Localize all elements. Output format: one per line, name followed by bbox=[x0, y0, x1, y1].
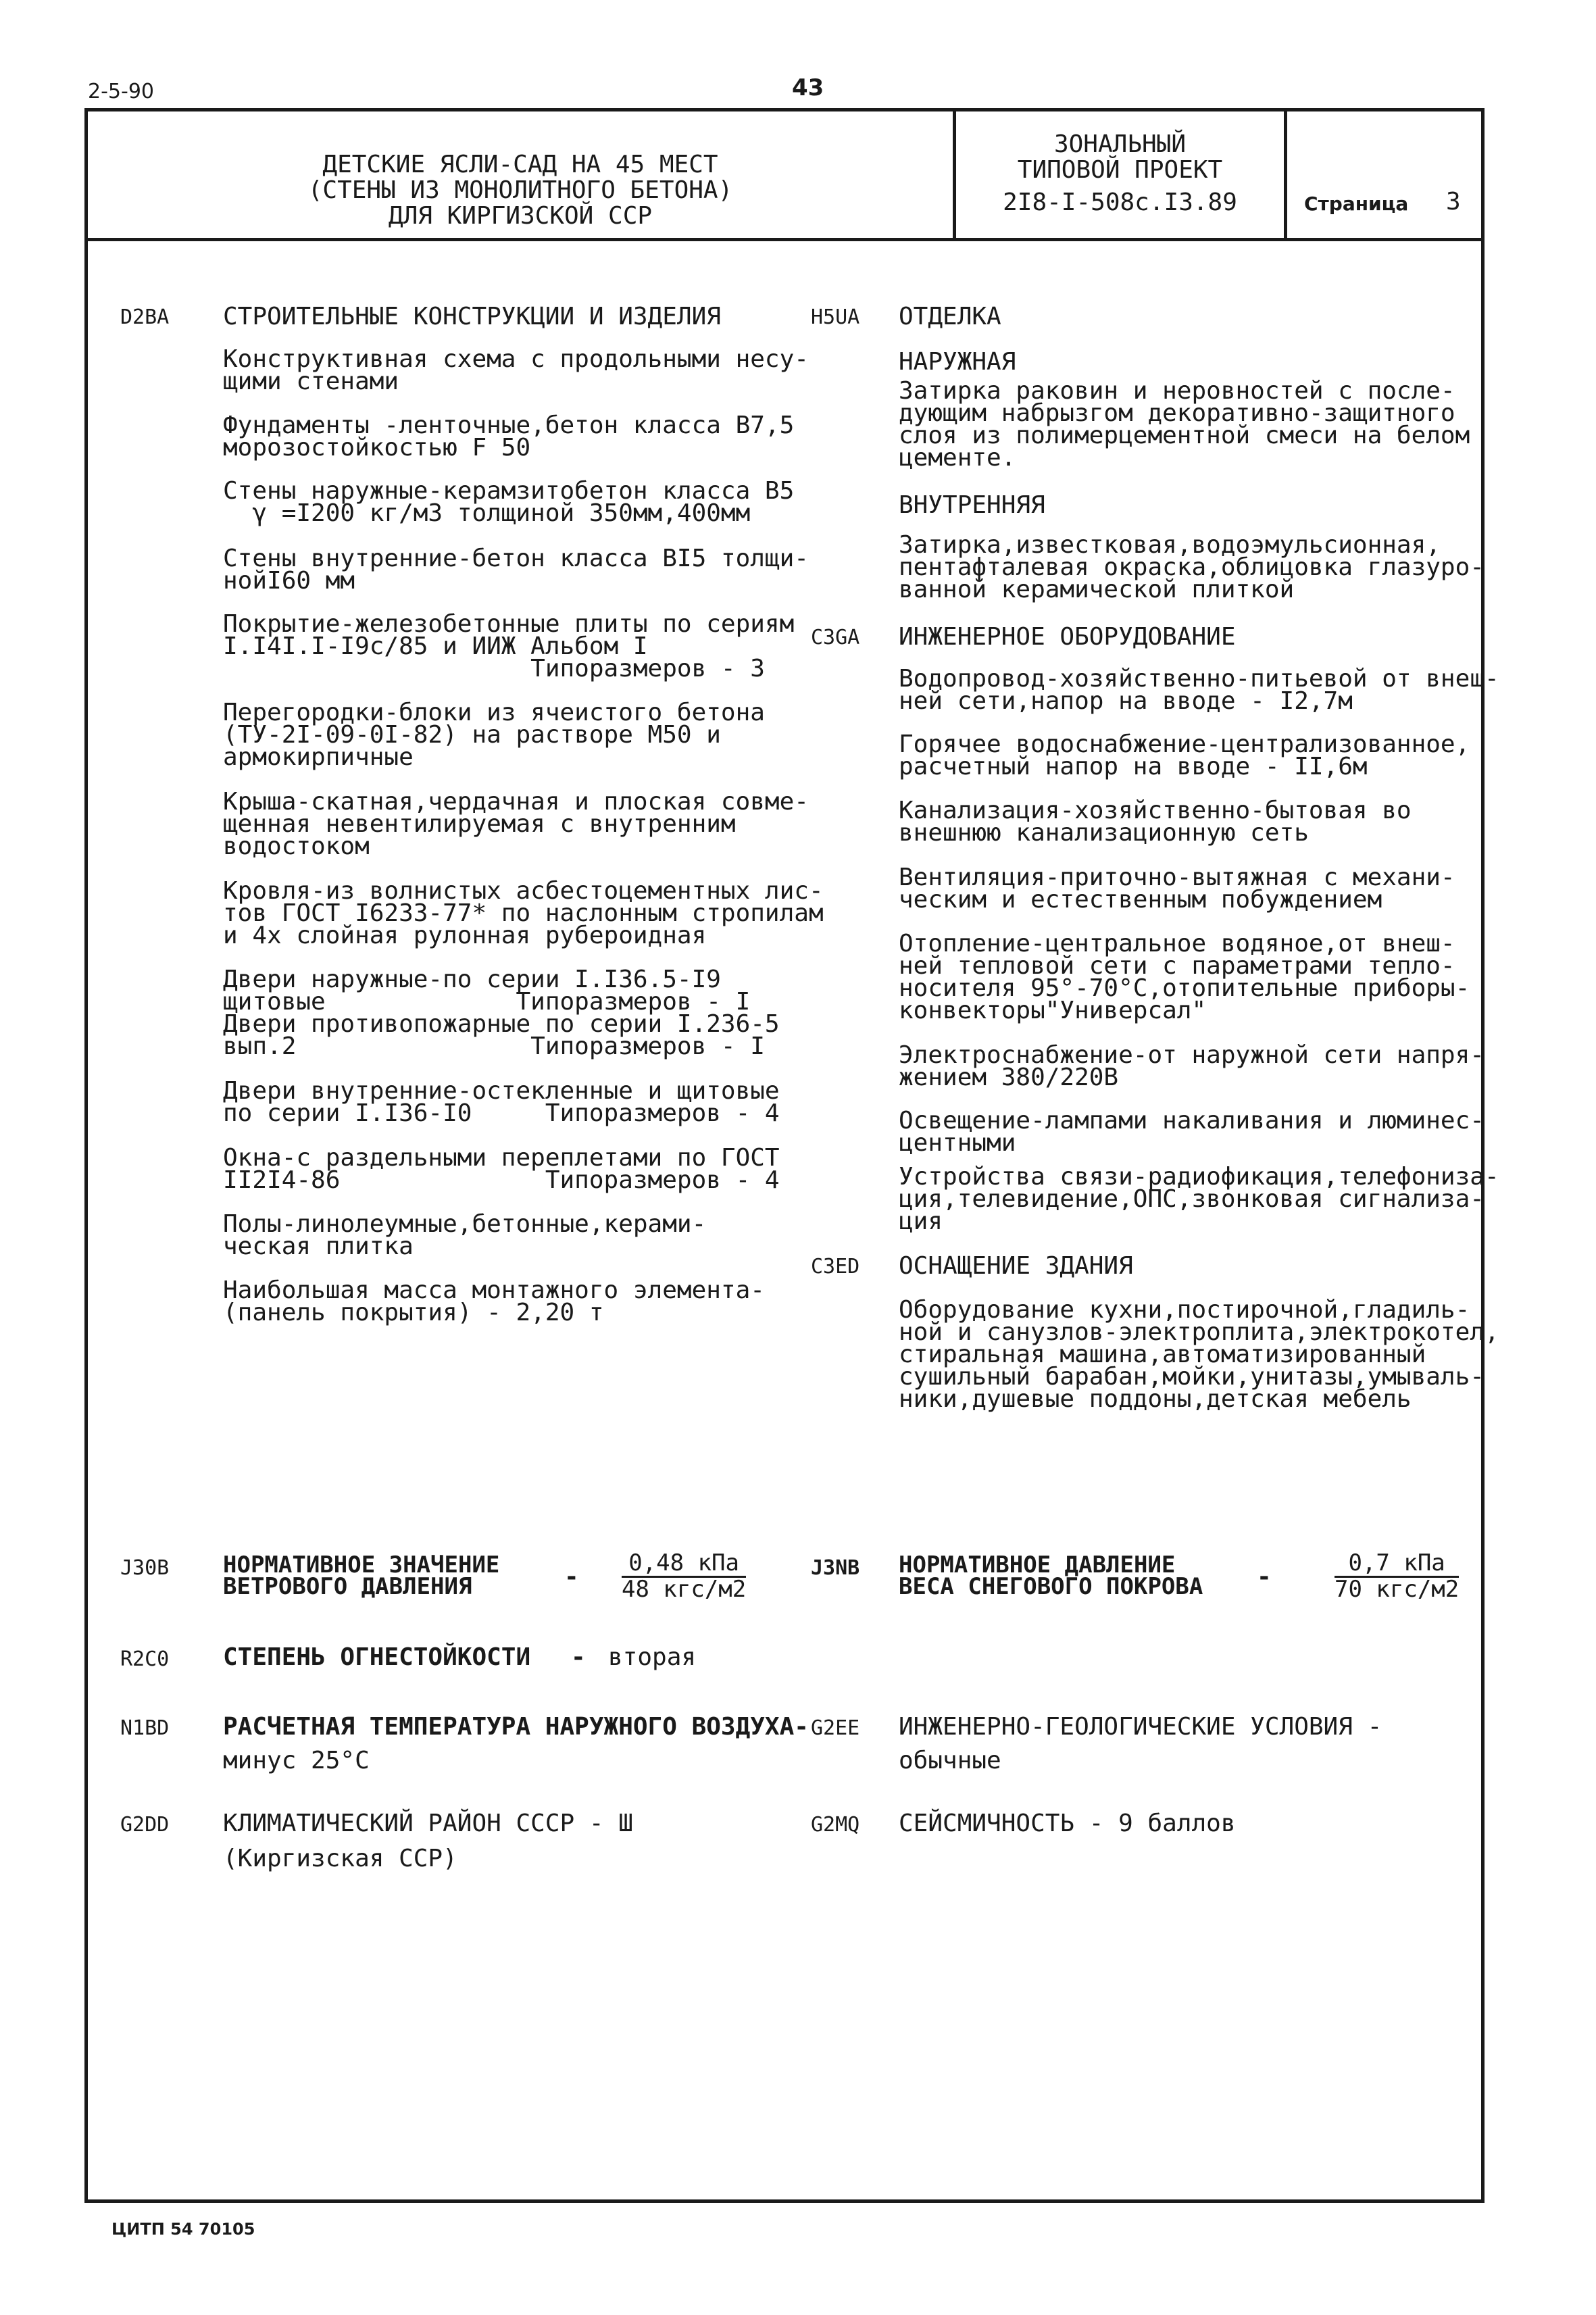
spec-item: Отопление-центральное водяное,от внеш- ней тепловой сети с параметрами тепло- носителя 95°-70°С,отопительные приборы- конвекторы"Универсал" bbox=[899, 930, 1470, 1024]
spec-item: Перегородки-блоки из ячеистого бетона (ТУ-2I-09-0I-82) на растворе М50 и армокирпичные bbox=[223, 699, 765, 771]
spec-item: Окна-с раздельными переплетами по ГОСТ II2I4-86 Типоразмеров - 4 bbox=[223, 1144, 780, 1194]
spec-item: Оборудование кухни,постирочной,гладиль- ной и санузлов-электроплита,электрокотел, стиральная машина,автоматизированный сушильный барабан,мойки,унитазы,умываль- ники,душевые поддоны,детская мебель bbox=[899, 1296, 1499, 1413]
climate-region-label: КЛИМАТИЧЕСКИЙ РАЙОН СССР - Ш bbox=[223, 1810, 633, 1837]
subsection-heading: НАРУЖНАЯ bbox=[899, 348, 1016, 376]
spec-item: Крыша-скатная,чердачная и плоская совме- щенная невентилируемая с внутренним водостоком bbox=[223, 788, 809, 860]
fire-resistance-value: вторая bbox=[608, 1643, 697, 1671]
param-code: J30B bbox=[120, 1556, 170, 1580]
param-code: N1BD bbox=[120, 1716, 170, 1740]
project-type-line: 2I8-I-508с.I3.89 bbox=[1003, 189, 1237, 216]
design-temperature-value: минус 25°С bbox=[223, 1747, 370, 1774]
spec-item: Стены внутренние-бетон класса ВI5 толщи- нойI60 мм bbox=[223, 545, 809, 595]
spec-item: Двери наружные-по серии I.I36.5-I9 щитовые Типоразмеров - I Двери противопожарные по серии I.236-5 вып.2 Типоразмеров - I bbox=[223, 966, 780, 1060]
geology-value: обычные bbox=[899, 1747, 1001, 1774]
section-heading: ОТДЕЛКА bbox=[899, 303, 1001, 330]
header-separator-2 bbox=[1284, 108, 1287, 240]
snow-load-label bbox=[899, 1551, 1203, 1600]
project-title-line: ДЕТСКИЕ ЯСЛИ-САД НА 45 МЕСТ bbox=[322, 151, 718, 178]
climate-region-value: (Киргизская ССР) bbox=[223, 1845, 457, 1872]
snow-dash: - bbox=[1257, 1563, 1272, 1591]
param-code: G2EE bbox=[811, 1716, 860, 1740]
spec-item: Двери внутренние-остекленные и щитовые по серии I.I36-I0 Типоразмеров - 4 bbox=[223, 1077, 780, 1127]
spec-item: Полы-линолеумные,бетонные,керами- ческая плитка bbox=[223, 1210, 707, 1260]
spec-item: Затирка раковин и неровностей с после- дующим набрызгом декоративно-защитного слоя из полимерцементной смеси на белом цементе. bbox=[899, 377, 1470, 472]
page-label: Страница bbox=[1304, 193, 1409, 215]
section-heading: СТРОИТЕЛЬНЫЕ КОНСТРУКЦИИ И ИЗДЕЛИЯ bbox=[223, 303, 721, 330]
design-temperature-label: РАСЧЕТНАЯ ТЕМПЕРАТУРА НАРУЖНОГО ВОЗДУХА- bbox=[223, 1713, 809, 1741]
fire-dash: - bbox=[571, 1643, 586, 1671]
seismicity-label: СЕЙСМИЧНОСТЬ - 9 баллов bbox=[899, 1810, 1236, 1837]
wind-value-line: 0,48 кПа bbox=[622, 1551, 746, 1578]
project-title-line: (СТЕНЫ ИЗ МОНОЛИТНОГО БЕТОНА) bbox=[307, 176, 733, 204]
section-code: D2BA bbox=[120, 305, 170, 329]
geology-label: ИНЖЕНЕРНО-ГЕОЛОГИЧЕСКИЕ УСЛОВИЯ - bbox=[899, 1713, 1382, 1741]
spec-item: Затирка,известковая,водоэмульсионная, пентафталевая окраска,облицовка глазуро- ванной керамической плиткой bbox=[899, 531, 1485, 603]
project-type-line: ТИПОВОЙ ПРОЕКТ bbox=[1017, 156, 1223, 184]
spec-item: Водопровод-хозяйственно-питьевой от внеш- ней сети,напор на вводе - I2,7м bbox=[899, 665, 1499, 715]
section-heading: ИНЖЕНЕРНОЕ ОБОРУДОВАНИЕ bbox=[899, 623, 1236, 651]
spec-item: Стены наружные-керамзитобетон класса В5 γ =I200 кг/м3 толщиной 350мм,400мм bbox=[223, 477, 795, 527]
wind-pressure-label bbox=[223, 1551, 500, 1600]
snow-load-label-line: ВЕСА СНЕГОВОГО ПОКРОВА bbox=[899, 1573, 1203, 1600]
spec-item: Кровля-из волнистых асбестоцементных лис- тов ГОСТ I6233-77* по наслонным стропилам и 4х слойная рулонная рубероидная bbox=[223, 877, 824, 949]
param-code: J3NB bbox=[811, 1556, 860, 1580]
document-code: 2-5-90 bbox=[88, 80, 154, 103]
print-stamp: ЦИТП 54 70105 bbox=[111, 2220, 255, 2239]
spec-item: Покрытие-железобетонные плиты по сериям I.I4I.I-I9с/85 и ИИЖ Альбом I Типоразмеров - 3 bbox=[223, 610, 795, 682]
spec-item: Горячее водоснабжение-централизованное, расчетный напор на вводе - II,6м bbox=[899, 730, 1470, 780]
fire-resistance-label: СТЕПЕНЬ ОГНЕСТОЙКОСТИ bbox=[223, 1643, 531, 1671]
page-value: 3 bbox=[1446, 188, 1461, 216]
section-heading: ОСНАЩЕНИЕ ЗДАНИЯ bbox=[899, 1252, 1133, 1280]
wind-pressure-label-line: НОРМАТИВНОЕ ЗНАЧЕНИЕ bbox=[223, 1551, 500, 1578]
spec-item: Устройства связи-радиофикация,телефониза- ция,телевидение,ОПС,звонковая сигнализа- ция bbox=[899, 1163, 1499, 1235]
project-title bbox=[88, 152, 953, 229]
section-code: C3GA bbox=[811, 626, 860, 649]
spec-item: Наибольшая масса монтажного элемента- (панель покрытия) - 2,20 т bbox=[223, 1276, 765, 1326]
header-divider bbox=[84, 238, 1485, 241]
param-code: R2C0 bbox=[120, 1647, 170, 1671]
snow-value-line: 70 кгс/м2 bbox=[1335, 1576, 1460, 1603]
spec-item: Фундаменты -ленточные,бетон класса В7,5 морозостойкостью F 50 bbox=[223, 412, 795, 462]
sheet-number: 43 bbox=[792, 74, 824, 101]
snow-load-value bbox=[1335, 1551, 1459, 1601]
wind-pressure-label-line: ВЕТРОВОГО ДАВЛЕНИЯ bbox=[223, 1573, 472, 1600]
section-code: C3ED bbox=[811, 1255, 860, 1278]
param-code: G2MQ bbox=[811, 1813, 860, 1837]
wind-pressure-value bbox=[622, 1551, 746, 1601]
wind-value-line: 48 кгс/м2 bbox=[622, 1576, 747, 1603]
spec-item: Конструктивная схема с продольными несу- щими стенами bbox=[223, 345, 809, 395]
section-code: H5UA bbox=[811, 305, 860, 329]
project-title-line: ДЛЯ КИРГИЗСКОЙ ССР bbox=[388, 202, 653, 230]
project-type bbox=[956, 132, 1284, 216]
snow-value-line: 0,7 кПа bbox=[1335, 1551, 1459, 1578]
spec-item: Канализация-хозяйственно-бытовая во внешнюю канализационную сеть bbox=[899, 797, 1412, 847]
snow-load-label-line: НОРМАТИВНОЕ ДАВЛЕНИЕ bbox=[899, 1551, 1176, 1578]
project-type-line: ЗОНАЛЬНЫЙ bbox=[1053, 130, 1187, 158]
spec-item: Электроснабжение-от наружной сети напря- жением 380/220В bbox=[899, 1041, 1485, 1091]
spec-item: Вентиляция-приточно-вытяжная с механи- ческим и естественным побуждением bbox=[899, 864, 1455, 914]
wind-dash: - bbox=[564, 1563, 579, 1591]
subsection-heading: ВНУТРЕННЯЯ bbox=[899, 491, 1045, 519]
spec-item: Освещение-лампами накаливания и люминес- центными bbox=[899, 1107, 1485, 1157]
param-code: G2DD bbox=[120, 1813, 170, 1837]
